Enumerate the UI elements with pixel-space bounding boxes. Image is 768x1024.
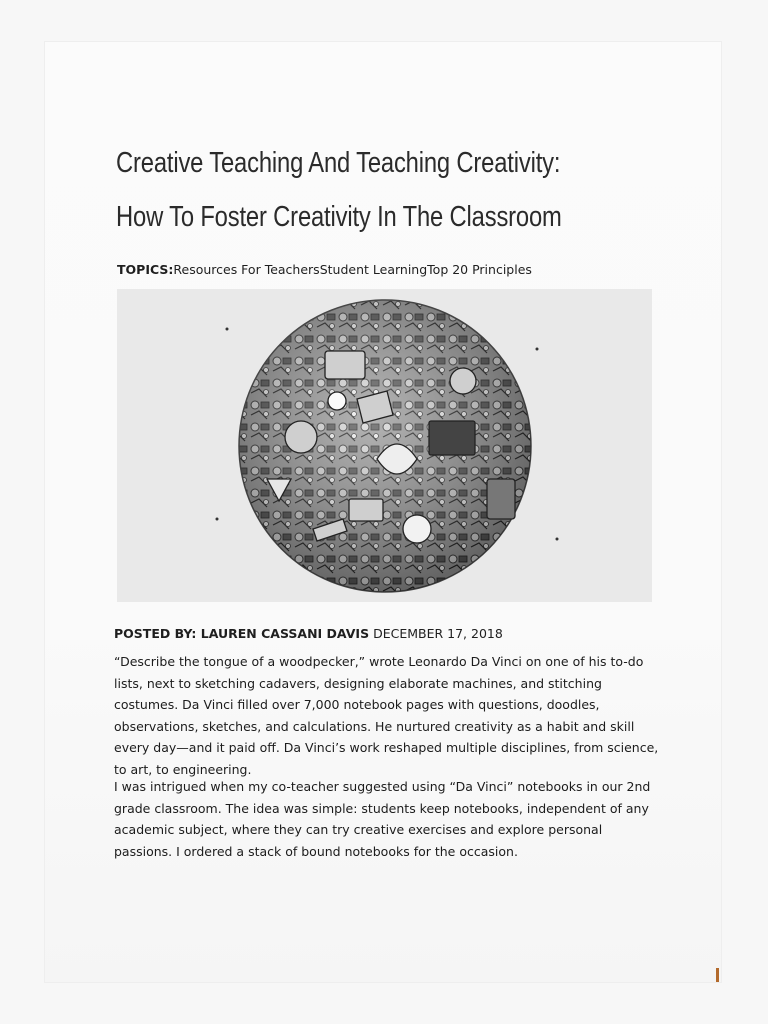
post-date: DECEMBER 17, 2018	[373, 626, 503, 641]
topic-link-resources[interactable]: Resources For Teachers	[173, 262, 320, 277]
scan-edge-mark	[716, 968, 719, 982]
doodle-illustration	[117, 289, 652, 602]
paragraph-1: “Describe the tongue of a woodpecker,” wrote Leonardo Da Vinci on one of his to-do lists, next to sketching cadavers, designing elaborate machines, and stitching costumes. Da Vinci filled over 7,000 notebook pages with questions, doodles, observations, sketches, and calculations. He nurtured creativity as a habit and skill every day—and it paid off. Da Vinci’s work reshaped multiple disciplines, from science, to art, to engineering.	[114, 654, 659, 777]
topics-label: TOPICS:	[117, 262, 174, 277]
paragraph-2: I was intrigued when my co-teacher suggested using “Da Vinci” notebooks in our 2nd grade classroom. The idea was simple: students keep notebooks, independent of any academic subject, where they can try creative exercises and explore personal passions. I ordered a stack of bound notebooks for the occasion.	[114, 779, 651, 859]
topics-line	[117, 262, 532, 277]
author-label: POSTED BY: LAUREN CASSANI DAVIS	[114, 626, 370, 641]
byline	[114, 626, 503, 641]
topic-link-principles[interactable]: Top 20 Principles	[427, 262, 532, 277]
topic-link-student-learning[interactable]: Student Learning	[319, 262, 428, 277]
doodle-illustration-graphic	[117, 289, 652, 602]
article-title: Creative Teaching And Teaching Creativity: How To Foster Creativity In The Classroom	[116, 147, 562, 233]
